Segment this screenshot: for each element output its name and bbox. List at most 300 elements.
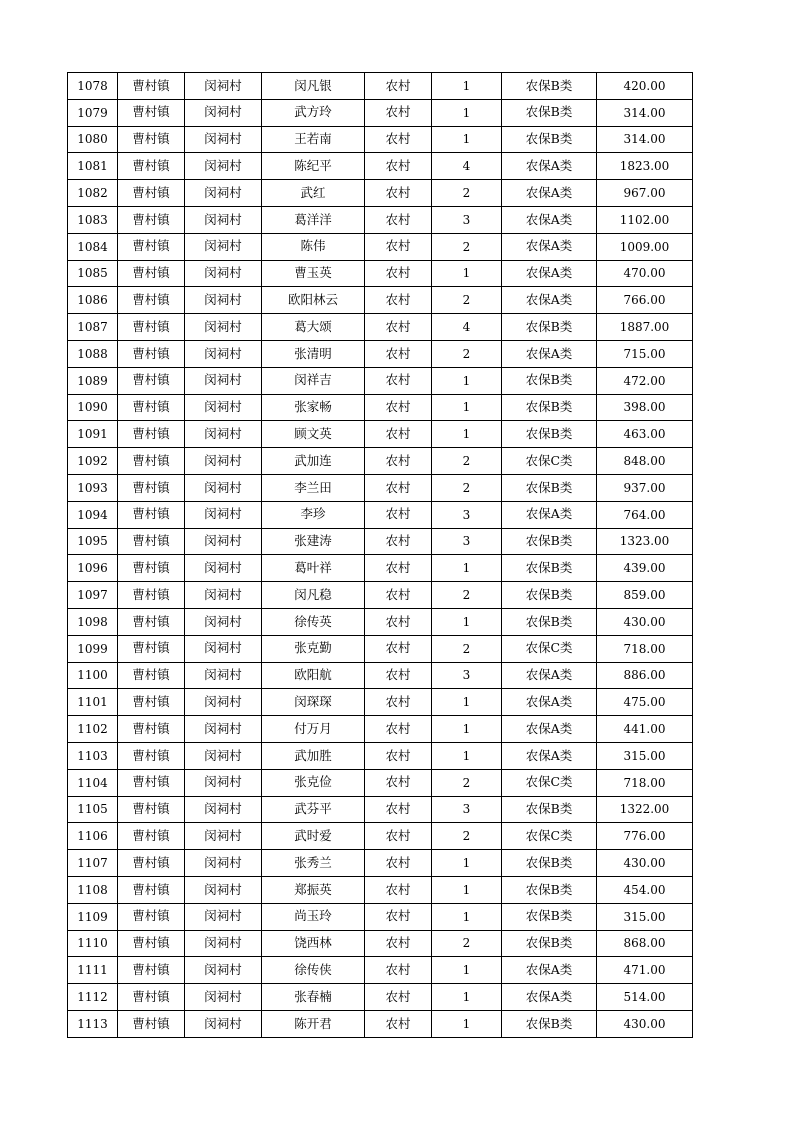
household-size-cell: 4 bbox=[432, 314, 502, 341]
area-type-cell: 农村 bbox=[365, 769, 432, 796]
table-row bbox=[68, 448, 693, 475]
table-row bbox=[68, 1010, 693, 1037]
category-cell: 农保B类 bbox=[502, 528, 597, 555]
category-cell: 农保B类 bbox=[502, 930, 597, 957]
category-cell: 农保A类 bbox=[502, 233, 597, 260]
name-cell: 武方玲 bbox=[262, 99, 365, 126]
town-cell: 曹村镇 bbox=[118, 796, 185, 823]
table-row bbox=[68, 367, 693, 394]
amount-cell: 776.00 bbox=[597, 823, 693, 850]
household-size-cell: 3 bbox=[432, 662, 502, 689]
name-cell: 付万月 bbox=[262, 716, 365, 743]
household-size-cell: 2 bbox=[432, 180, 502, 207]
amount-cell: 471.00 bbox=[597, 957, 693, 984]
town-cell: 曹村镇 bbox=[118, 716, 185, 743]
name-cell: 李珍 bbox=[262, 501, 365, 528]
table-row bbox=[68, 582, 693, 609]
household-size-cell: 1 bbox=[432, 608, 502, 635]
name-cell: 张克俭 bbox=[262, 769, 365, 796]
village-cell: 闵祠村 bbox=[185, 635, 262, 662]
village-cell: 闵祠村 bbox=[185, 689, 262, 716]
area-type-cell: 农村 bbox=[365, 742, 432, 769]
amount-cell: 454.00 bbox=[597, 876, 693, 903]
table-row bbox=[68, 769, 693, 796]
row-number-cell: 1084 bbox=[68, 233, 118, 260]
row-number-cell: 1098 bbox=[68, 608, 118, 635]
village-cell: 闵祠村 bbox=[185, 394, 262, 421]
table-row bbox=[68, 528, 693, 555]
village-cell: 闵祠村 bbox=[185, 742, 262, 769]
name-cell: 闵凡稳 bbox=[262, 582, 365, 609]
table-row bbox=[68, 501, 693, 528]
category-cell: 农保B类 bbox=[502, 796, 597, 823]
row-number-cell: 1085 bbox=[68, 260, 118, 287]
village-cell: 闵祠村 bbox=[185, 850, 262, 877]
town-cell: 曹村镇 bbox=[118, 421, 185, 448]
area-type-cell: 农村 bbox=[365, 260, 432, 287]
area-type-cell: 农村 bbox=[365, 180, 432, 207]
area-type-cell: 农村 bbox=[365, 287, 432, 314]
household-size-cell: 1 bbox=[432, 957, 502, 984]
village-cell: 闵祠村 bbox=[185, 233, 262, 260]
row-number-cell: 1113 bbox=[68, 1010, 118, 1037]
amount-cell: 764.00 bbox=[597, 501, 693, 528]
village-cell: 闵祠村 bbox=[185, 260, 262, 287]
amount-cell: 967.00 bbox=[597, 180, 693, 207]
town-cell: 曹村镇 bbox=[118, 689, 185, 716]
household-size-cell: 1 bbox=[432, 99, 502, 126]
town-cell: 曹村镇 bbox=[118, 73, 185, 100]
town-cell: 曹村镇 bbox=[118, 930, 185, 957]
household-size-cell: 1 bbox=[432, 260, 502, 287]
household-size-cell: 1 bbox=[432, 850, 502, 877]
amount-cell: 718.00 bbox=[597, 769, 693, 796]
table-row bbox=[68, 394, 693, 421]
name-cell: 武加连 bbox=[262, 448, 365, 475]
row-number-cell: 1103 bbox=[68, 742, 118, 769]
amount-cell: 398.00 bbox=[597, 394, 693, 421]
table-row bbox=[68, 421, 693, 448]
area-type-cell: 农村 bbox=[365, 796, 432, 823]
area-type-cell: 农村 bbox=[365, 206, 432, 233]
amount-cell: 514.00 bbox=[597, 984, 693, 1011]
household-size-cell: 1 bbox=[432, 876, 502, 903]
household-size-cell: 2 bbox=[432, 582, 502, 609]
area-type-cell: 农村 bbox=[365, 716, 432, 743]
category-cell: 农保B类 bbox=[502, 73, 597, 100]
amount-cell: 859.00 bbox=[597, 582, 693, 609]
record-table bbox=[67, 72, 693, 1038]
name-cell: 尚玉玲 bbox=[262, 903, 365, 930]
row-number-cell: 1096 bbox=[68, 555, 118, 582]
amount-cell: 715.00 bbox=[597, 340, 693, 367]
amount-cell: 1322.00 bbox=[597, 796, 693, 823]
town-cell: 曹村镇 bbox=[118, 501, 185, 528]
area-type-cell: 农村 bbox=[365, 394, 432, 421]
category-cell: 农保A类 bbox=[502, 957, 597, 984]
amount-cell: 314.00 bbox=[597, 126, 693, 153]
category-cell: 农保A类 bbox=[502, 206, 597, 233]
area-type-cell: 农村 bbox=[365, 126, 432, 153]
row-number-cell: 1082 bbox=[68, 180, 118, 207]
household-size-cell: 3 bbox=[432, 501, 502, 528]
row-number-cell: 1112 bbox=[68, 984, 118, 1011]
table-row bbox=[68, 99, 693, 126]
table-row bbox=[68, 984, 693, 1011]
row-number-cell: 1099 bbox=[68, 635, 118, 662]
area-type-cell: 农村 bbox=[365, 662, 432, 689]
amount-cell: 886.00 bbox=[597, 662, 693, 689]
name-cell: 张克勤 bbox=[262, 635, 365, 662]
area-type-cell: 农村 bbox=[365, 608, 432, 635]
category-cell: 农保B类 bbox=[502, 314, 597, 341]
town-cell: 曹村镇 bbox=[118, 555, 185, 582]
row-number-cell: 1088 bbox=[68, 340, 118, 367]
amount-cell: 315.00 bbox=[597, 742, 693, 769]
area-type-cell: 农村 bbox=[365, 689, 432, 716]
amount-cell: 475.00 bbox=[597, 689, 693, 716]
category-cell: 农保B类 bbox=[502, 903, 597, 930]
category-cell: 农保A类 bbox=[502, 742, 597, 769]
table-row bbox=[68, 153, 693, 180]
name-cell: 张春楠 bbox=[262, 984, 365, 1011]
name-cell: 闵琛琛 bbox=[262, 689, 365, 716]
table-row bbox=[68, 742, 693, 769]
name-cell: 葛洋洋 bbox=[262, 206, 365, 233]
area-type-cell: 农村 bbox=[365, 823, 432, 850]
table-row bbox=[68, 608, 693, 635]
name-cell: 徐传英 bbox=[262, 608, 365, 635]
table-row bbox=[68, 662, 693, 689]
village-cell: 闵祠村 bbox=[185, 153, 262, 180]
category-cell: 农保A类 bbox=[502, 340, 597, 367]
area-type-cell: 农村 bbox=[365, 501, 432, 528]
name-cell: 徐传侠 bbox=[262, 957, 365, 984]
category-cell: 农保C类 bbox=[502, 448, 597, 475]
village-cell: 闵祠村 bbox=[185, 903, 262, 930]
town-cell: 曹村镇 bbox=[118, 823, 185, 850]
category-cell: 农保B类 bbox=[502, 608, 597, 635]
area-type-cell: 农村 bbox=[365, 421, 432, 448]
name-cell: 郑振英 bbox=[262, 876, 365, 903]
household-size-cell: 3 bbox=[432, 796, 502, 823]
household-size-cell: 2 bbox=[432, 474, 502, 501]
amount-cell: 766.00 bbox=[597, 287, 693, 314]
village-cell: 闵祠村 bbox=[185, 984, 262, 1011]
amount-cell: 1102.00 bbox=[597, 206, 693, 233]
town-cell: 曹村镇 bbox=[118, 474, 185, 501]
category-cell: 农保A类 bbox=[502, 501, 597, 528]
amount-cell: 430.00 bbox=[597, 1010, 693, 1037]
category-cell: 农保A类 bbox=[502, 180, 597, 207]
amount-cell: 1323.00 bbox=[597, 528, 693, 555]
area-type-cell: 农村 bbox=[365, 903, 432, 930]
village-cell: 闵祠村 bbox=[185, 474, 262, 501]
amount-cell: 463.00 bbox=[597, 421, 693, 448]
table-row bbox=[68, 206, 693, 233]
village-cell: 闵祠村 bbox=[185, 528, 262, 555]
row-number-cell: 1090 bbox=[68, 394, 118, 421]
name-cell: 陈纪平 bbox=[262, 153, 365, 180]
household-size-cell: 2 bbox=[432, 287, 502, 314]
town-cell: 曹村镇 bbox=[118, 528, 185, 555]
household-size-cell: 1 bbox=[432, 1010, 502, 1037]
town-cell: 曹村镇 bbox=[118, 126, 185, 153]
amount-cell: 937.00 bbox=[597, 474, 693, 501]
area-type-cell: 农村 bbox=[365, 474, 432, 501]
household-size-cell: 1 bbox=[432, 555, 502, 582]
village-cell: 闵祠村 bbox=[185, 73, 262, 100]
area-type-cell: 农村 bbox=[365, 582, 432, 609]
table-row bbox=[68, 180, 693, 207]
table-row bbox=[68, 635, 693, 662]
row-number-cell: 1091 bbox=[68, 421, 118, 448]
table-row bbox=[68, 314, 693, 341]
household-size-cell: 1 bbox=[432, 716, 502, 743]
row-number-cell: 1087 bbox=[68, 314, 118, 341]
row-number-cell: 1079 bbox=[68, 99, 118, 126]
table-body bbox=[68, 73, 693, 1038]
row-number-cell: 1097 bbox=[68, 582, 118, 609]
row-number-cell: 1102 bbox=[68, 716, 118, 743]
table-row bbox=[68, 287, 693, 314]
category-cell: 农保A类 bbox=[502, 662, 597, 689]
village-cell: 闵祠村 bbox=[185, 501, 262, 528]
town-cell: 曹村镇 bbox=[118, 1010, 185, 1037]
village-cell: 闵祠村 bbox=[185, 608, 262, 635]
village-cell: 闵祠村 bbox=[185, 314, 262, 341]
row-number-cell: 1105 bbox=[68, 796, 118, 823]
household-size-cell: 1 bbox=[432, 984, 502, 1011]
area-type-cell: 农村 bbox=[365, 448, 432, 475]
name-cell: 武芬平 bbox=[262, 796, 365, 823]
town-cell: 曹村镇 bbox=[118, 99, 185, 126]
name-cell: 欧阳林云 bbox=[262, 287, 365, 314]
town-cell: 曹村镇 bbox=[118, 206, 185, 233]
amount-cell: 470.00 bbox=[597, 260, 693, 287]
village-cell: 闵祠村 bbox=[185, 823, 262, 850]
household-size-cell: 2 bbox=[432, 233, 502, 260]
amount-cell: 420.00 bbox=[597, 73, 693, 100]
village-cell: 闵祠村 bbox=[185, 876, 262, 903]
town-cell: 曹村镇 bbox=[118, 608, 185, 635]
table-row bbox=[68, 233, 693, 260]
household-size-cell: 3 bbox=[432, 528, 502, 555]
village-cell: 闵祠村 bbox=[185, 99, 262, 126]
name-cell: 李兰田 bbox=[262, 474, 365, 501]
category-cell: 农保B类 bbox=[502, 555, 597, 582]
category-cell: 农保B类 bbox=[502, 126, 597, 153]
area-type-cell: 农村 bbox=[365, 73, 432, 100]
household-size-cell: 1 bbox=[432, 689, 502, 716]
town-cell: 曹村镇 bbox=[118, 448, 185, 475]
row-number-cell: 1093 bbox=[68, 474, 118, 501]
category-cell: 农保A类 bbox=[502, 153, 597, 180]
name-cell: 陈伟 bbox=[262, 233, 365, 260]
row-number-cell: 1106 bbox=[68, 823, 118, 850]
name-cell: 欧阳航 bbox=[262, 662, 365, 689]
category-cell: 农保A类 bbox=[502, 716, 597, 743]
table-row bbox=[68, 340, 693, 367]
village-cell: 闵祠村 bbox=[185, 930, 262, 957]
town-cell: 曹村镇 bbox=[118, 367, 185, 394]
town-cell: 曹村镇 bbox=[118, 260, 185, 287]
household-size-cell: 1 bbox=[432, 421, 502, 448]
row-number-cell: 1095 bbox=[68, 528, 118, 555]
village-cell: 闵祠村 bbox=[185, 340, 262, 367]
area-type-cell: 农村 bbox=[365, 233, 432, 260]
town-cell: 曹村镇 bbox=[118, 903, 185, 930]
amount-cell: 430.00 bbox=[597, 608, 693, 635]
area-type-cell: 农村 bbox=[365, 1010, 432, 1037]
town-cell: 曹村镇 bbox=[118, 582, 185, 609]
table-row bbox=[68, 474, 693, 501]
category-cell: 农保C类 bbox=[502, 823, 597, 850]
name-cell: 葛叶祥 bbox=[262, 555, 365, 582]
table-row bbox=[68, 876, 693, 903]
amount-cell: 848.00 bbox=[597, 448, 693, 475]
category-cell: 农保B类 bbox=[502, 1010, 597, 1037]
category-cell: 农保A类 bbox=[502, 984, 597, 1011]
row-number-cell: 1080 bbox=[68, 126, 118, 153]
name-cell: 曹玉英 bbox=[262, 260, 365, 287]
category-cell: 农保B类 bbox=[502, 99, 597, 126]
table-row bbox=[68, 957, 693, 984]
name-cell: 张建涛 bbox=[262, 528, 365, 555]
town-cell: 曹村镇 bbox=[118, 662, 185, 689]
name-cell: 王若南 bbox=[262, 126, 365, 153]
category-cell: 农保A类 bbox=[502, 260, 597, 287]
amount-cell: 430.00 bbox=[597, 850, 693, 877]
village-cell: 闵祠村 bbox=[185, 448, 262, 475]
area-type-cell: 农村 bbox=[365, 984, 432, 1011]
town-cell: 曹村镇 bbox=[118, 287, 185, 314]
household-size-cell: 4 bbox=[432, 153, 502, 180]
village-cell: 闵祠村 bbox=[185, 769, 262, 796]
household-size-cell: 2 bbox=[432, 930, 502, 957]
category-cell: 农保C类 bbox=[502, 635, 597, 662]
household-size-cell: 2 bbox=[432, 769, 502, 796]
amount-cell: 868.00 bbox=[597, 930, 693, 957]
row-number-cell: 1107 bbox=[68, 850, 118, 877]
category-cell: 农保B类 bbox=[502, 367, 597, 394]
household-size-cell: 3 bbox=[432, 206, 502, 233]
area-type-cell: 农村 bbox=[365, 876, 432, 903]
area-type-cell: 农村 bbox=[365, 99, 432, 126]
village-cell: 闵祠村 bbox=[185, 716, 262, 743]
town-cell: 曹村镇 bbox=[118, 850, 185, 877]
table-row bbox=[68, 126, 693, 153]
area-type-cell: 农村 bbox=[365, 314, 432, 341]
town-cell: 曹村镇 bbox=[118, 984, 185, 1011]
village-cell: 闵祠村 bbox=[185, 555, 262, 582]
village-cell: 闵祠村 bbox=[185, 287, 262, 314]
table-row bbox=[68, 850, 693, 877]
name-cell: 张清明 bbox=[262, 340, 365, 367]
village-cell: 闵祠村 bbox=[185, 957, 262, 984]
town-cell: 曹村镇 bbox=[118, 769, 185, 796]
table-row bbox=[68, 903, 693, 930]
amount-cell: 1009.00 bbox=[597, 233, 693, 260]
row-number-cell: 1110 bbox=[68, 930, 118, 957]
row-number-cell: 1078 bbox=[68, 73, 118, 100]
area-type-cell: 农村 bbox=[365, 528, 432, 555]
name-cell: 葛大颂 bbox=[262, 314, 365, 341]
row-number-cell: 1100 bbox=[68, 662, 118, 689]
area-type-cell: 农村 bbox=[365, 555, 432, 582]
table-row bbox=[68, 73, 693, 100]
amount-cell: 472.00 bbox=[597, 367, 693, 394]
table-row bbox=[68, 555, 693, 582]
town-cell: 曹村镇 bbox=[118, 957, 185, 984]
area-type-cell: 农村 bbox=[365, 957, 432, 984]
household-size-cell: 1 bbox=[432, 367, 502, 394]
row-number-cell: 1094 bbox=[68, 501, 118, 528]
table-row bbox=[68, 930, 693, 957]
name-cell: 闵祥吉 bbox=[262, 367, 365, 394]
name-cell: 顾文英 bbox=[262, 421, 365, 448]
household-size-cell: 1 bbox=[432, 903, 502, 930]
table-row bbox=[68, 260, 693, 287]
village-cell: 闵祠村 bbox=[185, 180, 262, 207]
category-cell: 农保B类 bbox=[502, 394, 597, 421]
row-number-cell: 1083 bbox=[68, 206, 118, 233]
village-cell: 闵祠村 bbox=[185, 796, 262, 823]
household-size-cell: 1 bbox=[432, 73, 502, 100]
amount-cell: 315.00 bbox=[597, 903, 693, 930]
table-row bbox=[68, 823, 693, 850]
name-cell: 张家畅 bbox=[262, 394, 365, 421]
table-row bbox=[68, 796, 693, 823]
town-cell: 曹村镇 bbox=[118, 314, 185, 341]
household-size-cell: 2 bbox=[432, 823, 502, 850]
row-number-cell: 1086 bbox=[68, 287, 118, 314]
household-size-cell: 1 bbox=[432, 742, 502, 769]
name-cell: 陈开君 bbox=[262, 1010, 365, 1037]
village-cell: 闵祠村 bbox=[185, 367, 262, 394]
town-cell: 曹村镇 bbox=[118, 233, 185, 260]
row-number-cell: 1101 bbox=[68, 689, 118, 716]
row-number-cell: 1109 bbox=[68, 903, 118, 930]
amount-cell: 1887.00 bbox=[597, 314, 693, 341]
name-cell: 武红 bbox=[262, 180, 365, 207]
amount-cell: 718.00 bbox=[597, 635, 693, 662]
name-cell: 武加胜 bbox=[262, 742, 365, 769]
category-cell: 农保B类 bbox=[502, 474, 597, 501]
category-cell: 农保B类 bbox=[502, 876, 597, 903]
amount-cell: 314.00 bbox=[597, 99, 693, 126]
village-cell: 闵祠村 bbox=[185, 662, 262, 689]
table-row bbox=[68, 689, 693, 716]
row-number-cell: 1092 bbox=[68, 448, 118, 475]
town-cell: 曹村镇 bbox=[118, 742, 185, 769]
town-cell: 曹村镇 bbox=[118, 153, 185, 180]
area-type-cell: 农村 bbox=[365, 850, 432, 877]
household-size-cell: 1 bbox=[432, 126, 502, 153]
area-type-cell: 农村 bbox=[365, 153, 432, 180]
category-cell: 农保B类 bbox=[502, 582, 597, 609]
name-cell: 饶西林 bbox=[262, 930, 365, 957]
row-number-cell: 1081 bbox=[68, 153, 118, 180]
amount-cell: 1823.00 bbox=[597, 153, 693, 180]
name-cell: 闵凡银 bbox=[262, 73, 365, 100]
village-cell: 闵祠村 bbox=[185, 421, 262, 448]
category-cell: 农保A类 bbox=[502, 689, 597, 716]
table-row bbox=[68, 716, 693, 743]
name-cell: 武时爱 bbox=[262, 823, 365, 850]
town-cell: 曹村镇 bbox=[118, 394, 185, 421]
household-size-cell: 1 bbox=[432, 394, 502, 421]
